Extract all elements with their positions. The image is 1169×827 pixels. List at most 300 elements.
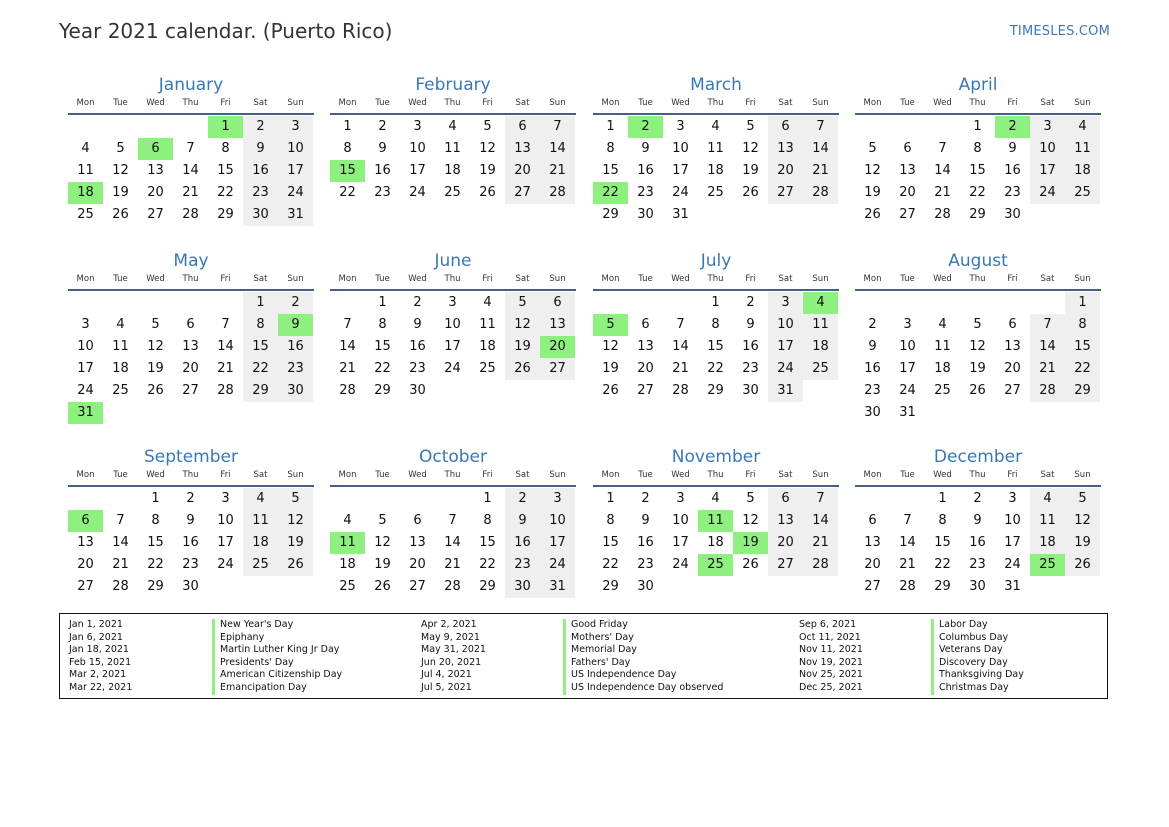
legend-holiday-name: Martin Luther King Jr Day xyxy=(212,644,342,657)
day-cell: 19 xyxy=(147,361,164,376)
day-cell: 12 xyxy=(969,339,986,354)
day-cell: 27 xyxy=(1004,383,1021,398)
weekday-label: Wed xyxy=(408,470,427,480)
day-cell: 15 xyxy=(969,163,986,178)
day-cell: 10 xyxy=(540,510,575,532)
day-cell: 27 xyxy=(899,207,916,222)
empty-cell xyxy=(103,488,138,510)
day-cell: 3 xyxy=(1008,491,1017,506)
weekday-header xyxy=(330,468,576,483)
month-august xyxy=(855,250,1101,424)
day-cell: 23 xyxy=(1004,185,1021,200)
day-cell: 14 xyxy=(803,138,838,160)
day-cell: 20 xyxy=(409,557,426,572)
legend-date: Mar 22, 2021 xyxy=(69,681,133,693)
weekday-label: Sat xyxy=(515,274,530,284)
month-name: September xyxy=(144,447,238,467)
day-cell: 17 xyxy=(540,532,575,554)
month-name: May xyxy=(173,251,209,271)
day-cell: 28 xyxy=(803,182,838,204)
day-cell: 21 xyxy=(672,361,689,376)
day-cell: 26 xyxy=(969,383,986,398)
holiday-day-cell: 11 xyxy=(330,532,365,554)
day-cell: 8 xyxy=(243,314,278,336)
day-cell: 16 xyxy=(278,336,313,358)
day-cell: 10 xyxy=(1030,138,1065,160)
day-cell: 28 xyxy=(803,554,838,576)
weekday-label: Tue xyxy=(375,98,390,108)
day-cell: 26 xyxy=(742,185,759,200)
day-cell: 5 xyxy=(746,491,755,506)
month-name: November xyxy=(671,447,761,467)
day-cell: 14 xyxy=(540,138,575,160)
day-cell: 3 xyxy=(278,116,313,138)
day-cell: 2 xyxy=(278,292,313,314)
day-cell: 16 xyxy=(637,163,654,178)
weekday-label: Tue xyxy=(113,470,128,480)
day-grid xyxy=(68,116,314,226)
weekday-label: Thu xyxy=(969,274,986,284)
header-rule xyxy=(593,113,839,115)
weekday-label: Tue xyxy=(900,470,915,480)
day-cell: 2 xyxy=(186,491,195,506)
day-cell: 4 xyxy=(343,513,352,528)
weekday-label: Sun xyxy=(287,470,304,480)
weekday-label: Fri xyxy=(1007,274,1018,284)
day-cell: 27 xyxy=(147,207,164,222)
weekday-header xyxy=(68,96,314,111)
day-cell: 16 xyxy=(182,535,199,550)
month-name: December xyxy=(933,447,1023,467)
weekday-label: Sat xyxy=(1040,98,1055,108)
legend-date: Jul 4, 2021 xyxy=(421,669,472,681)
day-cell: 19 xyxy=(112,185,129,200)
weekday-label: Thu xyxy=(969,98,986,108)
day-cell: 11 xyxy=(444,141,461,156)
day-cell: 19 xyxy=(1065,532,1100,554)
day-cell: 26 xyxy=(374,579,391,594)
month-february xyxy=(330,74,576,204)
day-cell: 4 xyxy=(483,295,492,310)
holiday-day-cell: 4 xyxy=(803,292,838,314)
day-cell: 21 xyxy=(803,532,838,554)
weekday-header xyxy=(593,96,839,111)
day-cell: 14 xyxy=(182,163,199,178)
day-cell: 25 xyxy=(707,185,724,200)
day-cell: 2 xyxy=(641,491,650,506)
day-cell: 29 xyxy=(934,579,951,594)
day-cell: 19 xyxy=(374,557,391,572)
legend-holiday-name: Labor Day xyxy=(931,619,1024,632)
day-grid xyxy=(68,488,314,598)
holiday-day-cell: 6 xyxy=(68,510,103,532)
header-rule xyxy=(855,485,1101,487)
day-cell: 4 xyxy=(938,317,947,332)
day-cell: 10 xyxy=(899,339,916,354)
weekday-label: Sat xyxy=(1040,274,1055,284)
day-cell: 1 xyxy=(378,295,387,310)
day-cell: 2 xyxy=(868,317,877,332)
day-cell: 31 xyxy=(768,380,803,402)
empty-cell xyxy=(103,116,138,138)
day-cell: 8 xyxy=(1065,314,1100,336)
legend-holiday-name: New Year's Day xyxy=(212,619,342,632)
weekday-label: Fri xyxy=(1007,98,1018,108)
legend-name-column xyxy=(931,619,1024,695)
day-cell: 22 xyxy=(147,557,164,572)
month-june xyxy=(330,250,576,402)
day-cell: 12 xyxy=(278,510,313,532)
day-cell: 28 xyxy=(672,383,689,398)
month-name: July xyxy=(700,251,732,271)
day-cell: 30 xyxy=(182,579,199,594)
weekday-label: Thu xyxy=(707,470,724,480)
day-cell: 12 xyxy=(602,339,619,354)
day-cell: 29 xyxy=(217,207,234,222)
day-cell: 18 xyxy=(479,339,496,354)
day-cell: 8 xyxy=(483,513,492,528)
legend-holiday-name: Veterans Day xyxy=(931,644,1024,657)
day-cell: 5 xyxy=(116,141,125,156)
day-cell: 7 xyxy=(186,141,195,156)
weekday-header xyxy=(855,96,1101,111)
day-cell: 8 xyxy=(378,317,387,332)
day-cell: 18 xyxy=(444,163,461,178)
empty-cell xyxy=(173,292,208,314)
day-cell: 22 xyxy=(602,557,619,572)
weekday-label: Thu xyxy=(707,274,724,284)
weekday-label: Tue xyxy=(375,470,390,480)
empty-cell xyxy=(855,292,890,314)
day-cell: 25 xyxy=(444,185,461,200)
day-cell: 30 xyxy=(637,579,654,594)
day-cell: 12 xyxy=(505,314,540,336)
day-cell: 7 xyxy=(803,488,838,510)
day-cell: 23 xyxy=(742,361,759,376)
day-cell: 12 xyxy=(112,163,129,178)
day-cell: 11 xyxy=(243,510,278,532)
day-cell: 9 xyxy=(868,339,877,354)
day-cell: 1 xyxy=(151,491,160,506)
weekday-label: Wed xyxy=(933,274,952,284)
day-cell: 13 xyxy=(1004,339,1021,354)
weekday-label: Fri xyxy=(220,470,231,480)
day-cell: 11 xyxy=(112,339,129,354)
legend-date: Jun 20, 2021 xyxy=(421,656,482,668)
day-cell: 25 xyxy=(339,579,356,594)
weekday-header xyxy=(855,272,1101,287)
day-cell: 22 xyxy=(339,185,356,200)
day-cell: 16 xyxy=(742,339,759,354)
month-december xyxy=(855,446,1101,598)
legend-holiday-name: Memorial Day xyxy=(563,644,723,657)
weekday-label: Sun xyxy=(287,274,304,284)
legend-date: Nov 19, 2021 xyxy=(799,656,863,668)
header-rule xyxy=(330,485,576,487)
day-cell: 5 xyxy=(1065,488,1100,510)
holiday-day-cell: 5 xyxy=(593,314,628,336)
day-cell: 19 xyxy=(969,361,986,376)
month-name: October xyxy=(418,447,488,467)
holiday-day-cell: 25 xyxy=(698,554,733,576)
legend-date: May 31, 2021 xyxy=(421,644,486,656)
day-cell: 21 xyxy=(803,160,838,182)
day-cell: 29 xyxy=(374,383,391,398)
legend-date: Sep 6, 2021 xyxy=(799,619,857,630)
weekday-label: Thu xyxy=(444,470,461,480)
day-cell: 1 xyxy=(1065,292,1100,314)
day-cell: 20 xyxy=(147,185,164,200)
day-cell: 4 xyxy=(1065,116,1100,138)
day-cell: 3 xyxy=(768,292,803,314)
weekday-label: Wed xyxy=(146,274,165,284)
empty-cell xyxy=(68,292,103,314)
legend-holiday-name: US Independence Day xyxy=(563,669,723,682)
legend-date: Jul 5, 2021 xyxy=(421,681,472,693)
day-cell: 21 xyxy=(112,557,129,572)
day-cell: 17 xyxy=(899,361,916,376)
weekday-label: Fri xyxy=(745,470,756,480)
day-cell: 15 xyxy=(147,535,164,550)
day-cell: 12 xyxy=(479,141,496,156)
weekday-label: Sat xyxy=(253,274,268,284)
day-cell: 15 xyxy=(602,535,619,550)
page-title: Year 2021 calendar. (Puerto Rico) xyxy=(59,19,393,43)
legend-holiday-name: Thanksgiving Day xyxy=(931,669,1024,682)
empty-cell xyxy=(663,292,698,314)
day-cell: 7 xyxy=(676,317,685,332)
weekday-label: Mon xyxy=(76,470,95,480)
day-cell: 6 xyxy=(1008,317,1017,332)
day-cell: 21 xyxy=(182,185,199,200)
day-cell: 20 xyxy=(182,361,199,376)
weekday-header xyxy=(68,468,314,483)
day-cell: 6 xyxy=(768,488,803,510)
weekday-label: Sun xyxy=(549,470,566,480)
day-cell: 8 xyxy=(151,513,160,528)
weekday-label: Tue xyxy=(900,98,915,108)
holiday-day-cell: 1 xyxy=(208,116,243,138)
legend-date: Feb 15, 2021 xyxy=(69,656,132,668)
day-cell: 13 xyxy=(768,510,803,532)
day-cell: 1 xyxy=(606,491,615,506)
day-cell: 12 xyxy=(864,163,881,178)
day-cell: 4 xyxy=(448,119,457,134)
day-cell: 17 xyxy=(1030,160,1065,182)
day-cell: 5 xyxy=(483,119,492,134)
day-cell: 3 xyxy=(903,317,912,332)
weekday-label: Fri xyxy=(482,470,493,480)
day-cell: 31 xyxy=(278,204,313,226)
day-cell: 17 xyxy=(672,163,689,178)
holiday-day-cell: 2 xyxy=(995,116,1030,138)
day-grid xyxy=(593,292,839,402)
empty-cell xyxy=(330,488,365,510)
day-cell: 6 xyxy=(641,317,650,332)
day-cell: 1 xyxy=(243,292,278,314)
day-cell: 31 xyxy=(899,405,916,420)
day-cell: 28 xyxy=(934,207,951,222)
day-cell: 24 xyxy=(1004,557,1021,572)
day-cell: 12 xyxy=(742,141,759,156)
day-cell: 2 xyxy=(973,491,982,506)
day-cell: 7 xyxy=(448,513,457,528)
weekday-label: Tue xyxy=(638,470,653,480)
day-cell: 24 xyxy=(77,383,94,398)
day-cell: 19 xyxy=(864,185,881,200)
weekday-label: Mon xyxy=(338,470,357,480)
day-cell: 28 xyxy=(1030,380,1065,402)
day-cell: 16 xyxy=(243,160,278,182)
day-cell: 15 xyxy=(479,535,496,550)
holiday-day-cell: 6 xyxy=(138,138,173,160)
day-cell: 10 xyxy=(409,141,426,156)
day-cell: 23 xyxy=(969,557,986,572)
weekday-label: Sat xyxy=(778,470,793,480)
day-cell: 24 xyxy=(409,185,426,200)
day-cell: 29 xyxy=(969,207,986,222)
day-cell: 29 xyxy=(1065,380,1100,402)
day-cell: 5 xyxy=(278,488,313,510)
day-cell: 12 xyxy=(147,339,164,354)
day-cell: 30 xyxy=(1004,207,1021,222)
day-cell: 23 xyxy=(182,557,199,572)
legend-holiday-name: Emancipation Day xyxy=(212,682,342,695)
day-cell: 17 xyxy=(217,535,234,550)
day-cell: 28 xyxy=(899,579,916,594)
day-cell: 26 xyxy=(1065,554,1100,576)
holiday-day-cell: 18 xyxy=(68,182,103,204)
legend-holiday-name: Discovery Day xyxy=(931,657,1024,670)
weekday-label: Tue xyxy=(113,98,128,108)
day-cell: 25 xyxy=(112,383,129,398)
day-cell: 14 xyxy=(803,510,838,532)
weekday-label: Wed xyxy=(408,274,427,284)
month-name: August xyxy=(948,251,1008,271)
weekday-label: Wed xyxy=(146,470,165,480)
day-cell: 10 xyxy=(278,138,313,160)
header-rule xyxy=(330,289,576,291)
month-march xyxy=(593,74,839,226)
day-cell: 11 xyxy=(803,314,838,336)
day-cell: 26 xyxy=(278,554,313,576)
day-cell: 14 xyxy=(112,535,129,550)
day-cell: 15 xyxy=(934,535,951,550)
day-cell: 14 xyxy=(339,339,356,354)
day-cell: 14 xyxy=(672,339,689,354)
legend-date: Dec 25, 2021 xyxy=(799,681,863,693)
day-cell: 16 xyxy=(637,535,654,550)
weekday-label: Sun xyxy=(287,98,304,108)
legend-date: Apr 2, 2021 xyxy=(421,619,477,630)
legend-date: May 9, 2021 xyxy=(421,631,480,643)
day-cell: 27 xyxy=(505,182,540,204)
day-cell: 7 xyxy=(803,116,838,138)
day-cell: 10 xyxy=(672,513,689,528)
day-cell: 3 xyxy=(1030,116,1065,138)
weekday-label: Sun xyxy=(549,98,566,108)
day-cell: 29 xyxy=(479,579,496,594)
weekday-label: Thu xyxy=(182,470,199,480)
day-cell: 18 xyxy=(707,535,724,550)
month-september xyxy=(68,446,314,598)
day-cell: 13 xyxy=(505,138,540,160)
day-cell: 27 xyxy=(864,579,881,594)
day-cell: 10 xyxy=(217,513,234,528)
day-cell: 4 xyxy=(1030,488,1065,510)
day-cell: 6 xyxy=(413,513,422,528)
day-cell: 26 xyxy=(864,207,881,222)
holiday-legend xyxy=(59,613,1108,699)
day-cell: 18 xyxy=(1030,532,1065,554)
day-cell: 8 xyxy=(606,141,615,156)
day-cell: 9 xyxy=(746,317,755,332)
day-cell: 7 xyxy=(903,513,912,528)
weekday-label: Thu xyxy=(182,274,199,284)
day-cell: 16 xyxy=(1004,163,1021,178)
weekday-label: Mon xyxy=(338,98,357,108)
day-grid xyxy=(855,292,1101,424)
day-cell: 21 xyxy=(934,185,951,200)
empty-cell xyxy=(890,488,925,510)
day-grid xyxy=(593,488,839,598)
weekday-header xyxy=(593,272,839,287)
day-cell: 18 xyxy=(1065,160,1100,182)
month-name: June xyxy=(434,251,472,271)
day-cell: 3 xyxy=(676,119,685,134)
day-cell: 28 xyxy=(339,383,356,398)
day-cell: 19 xyxy=(742,163,759,178)
site-link[interactable]: TIMESLES.COM xyxy=(1009,24,1110,39)
day-cell: 22 xyxy=(243,358,278,380)
legend-holiday-name: Fathers' Day xyxy=(563,657,723,670)
day-cell: 28 xyxy=(540,182,575,204)
day-cell: 30 xyxy=(742,383,759,398)
day-cell: 25 xyxy=(934,383,951,398)
day-cell: 6 xyxy=(868,513,877,528)
day-cell: 1 xyxy=(938,491,947,506)
day-cell: 22 xyxy=(374,361,391,376)
day-cell: 10 xyxy=(672,141,689,156)
day-cell: 7 xyxy=(343,317,352,332)
day-cell: 3 xyxy=(540,488,575,510)
weekday-label: Sun xyxy=(1074,274,1091,284)
day-cell: 11 xyxy=(1030,510,1065,532)
weekday-label: Sat xyxy=(778,98,793,108)
weekday-label: Thu xyxy=(182,98,199,108)
weekday-label: Wed xyxy=(671,470,690,480)
legend-name-column xyxy=(563,619,723,695)
day-cell: 4 xyxy=(81,141,90,156)
day-cell: 25 xyxy=(479,361,496,376)
day-cell: 31 xyxy=(672,207,689,222)
day-cell: 2 xyxy=(378,119,387,134)
day-cell: 6 xyxy=(903,141,912,156)
empty-cell xyxy=(173,116,208,138)
day-cell: 5 xyxy=(746,119,755,134)
empty-cell xyxy=(1030,292,1065,314)
day-cell: 20 xyxy=(864,557,881,572)
weekday-header xyxy=(330,96,576,111)
day-cell: 21 xyxy=(339,361,356,376)
day-cell: 9 xyxy=(641,513,650,528)
day-cell: 11 xyxy=(77,163,94,178)
month-name: March xyxy=(690,75,742,95)
day-cell: 3 xyxy=(448,295,457,310)
day-cell: 17 xyxy=(278,160,313,182)
day-cell: 3 xyxy=(676,491,685,506)
day-cell: 17 xyxy=(1004,535,1021,550)
